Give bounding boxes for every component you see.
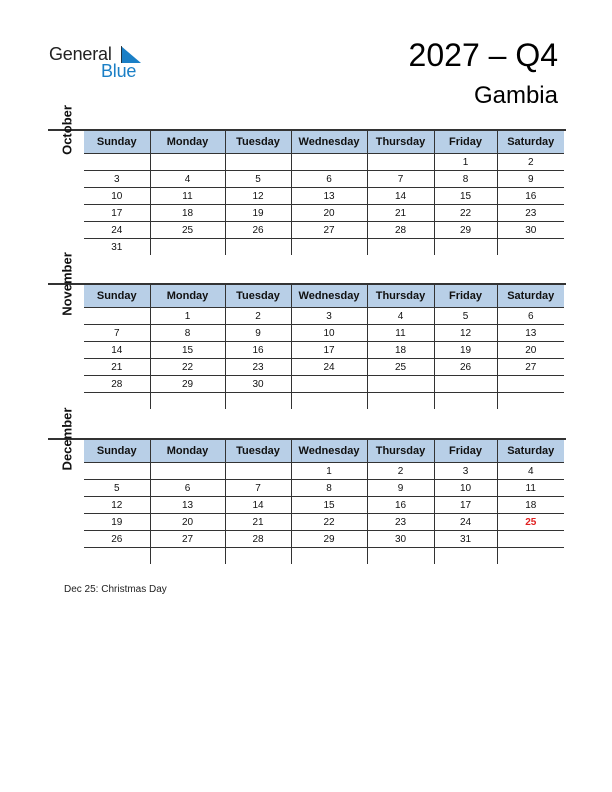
day-cell: 30	[225, 376, 291, 393]
weekday-header: Thursday	[367, 440, 434, 463]
day-cell	[497, 531, 564, 548]
day-cell	[367, 376, 434, 393]
day-cell	[84, 393, 150, 410]
day-cell: 21	[84, 359, 150, 376]
day-cell: 27	[497, 359, 564, 376]
day-cell: 23	[497, 205, 564, 222]
day-cell	[225, 239, 291, 256]
weekday-header: Saturday	[497, 285, 564, 308]
week-row	[84, 222, 564, 239]
day-cell: 24	[434, 514, 497, 531]
day-cell: 7	[225, 480, 291, 497]
weekday-header-row	[84, 131, 564, 154]
day-cell: 30	[497, 222, 564, 239]
month-name: December	[59, 407, 74, 471]
day-cell	[367, 548, 434, 565]
day-cell: 14	[84, 342, 150, 359]
day-cell: 29	[291, 531, 367, 548]
day-cell: 6	[497, 308, 564, 325]
day-cell	[150, 154, 225, 171]
weekday-header: Monday	[150, 131, 225, 154]
month-name: October	[59, 105, 74, 155]
day-cell: 28	[367, 222, 434, 239]
day-cell: 5	[225, 171, 291, 188]
day-cell	[291, 548, 367, 565]
day-cell	[291, 376, 367, 393]
day-cell: 5	[84, 480, 150, 497]
week-row	[84, 531, 564, 548]
day-cell: 4	[367, 308, 434, 325]
day-cell: 15	[434, 188, 497, 205]
day-cell	[84, 154, 150, 171]
day-cell	[84, 463, 150, 480]
day-cell: 18	[367, 342, 434, 359]
weekday-header: Sunday	[84, 440, 150, 463]
weekday-header: Thursday	[367, 285, 434, 308]
month-calendar-table	[84, 284, 564, 409]
day-cell	[150, 548, 225, 565]
day-cell	[225, 154, 291, 171]
day-cell: 19	[434, 342, 497, 359]
day-cell	[497, 239, 564, 256]
day-cell: 24	[84, 222, 150, 239]
day-cell: 31	[434, 531, 497, 548]
day-cell: 8	[150, 325, 225, 342]
day-cell: 28	[225, 531, 291, 548]
day-cell: 14	[225, 497, 291, 514]
day-cell: 16	[225, 342, 291, 359]
day-cell: 15	[291, 497, 367, 514]
week-row	[84, 463, 564, 480]
day-cell: 3	[84, 171, 150, 188]
day-cell: 17	[434, 497, 497, 514]
day-cell: 29	[434, 222, 497, 239]
day-cell: 6	[291, 171, 367, 188]
day-cell: 6	[150, 480, 225, 497]
day-cell: 10	[434, 480, 497, 497]
day-cell: 23	[367, 514, 434, 531]
day-cell: 21	[225, 514, 291, 531]
day-cell: 2	[497, 154, 564, 171]
day-cell: 26	[84, 531, 150, 548]
weekday-header: Saturday	[497, 131, 564, 154]
day-cell: 17	[291, 342, 367, 359]
day-cell: 4	[150, 171, 225, 188]
holiday-note: Dec 25: Christmas Day	[64, 584, 167, 595]
month-block-october	[48, 105, 566, 253]
weekday-header: Wednesday	[291, 131, 367, 154]
day-cell: 8	[434, 171, 497, 188]
day-cell: 19	[225, 205, 291, 222]
weekday-header-row	[84, 285, 564, 308]
day-cell	[497, 376, 564, 393]
day-cell: 13	[291, 188, 367, 205]
weekday-header: Friday	[434, 285, 497, 308]
weekday-header: Monday	[150, 285, 225, 308]
day-cell: 20	[150, 514, 225, 531]
day-cell: 11	[367, 325, 434, 342]
day-cell: 31	[84, 239, 150, 256]
weekday-header: Friday	[434, 440, 497, 463]
day-cell: 25	[150, 222, 225, 239]
country-name: Gambia	[473, 82, 558, 109]
day-cell: 27	[291, 222, 367, 239]
day-cell: 24	[291, 359, 367, 376]
day-cell: 21	[367, 205, 434, 222]
day-cell: 19	[84, 514, 150, 531]
day-cell: 12	[434, 325, 497, 342]
day-cell: 10	[84, 188, 150, 205]
day-cell: 18	[150, 205, 225, 222]
day-cell: 26	[434, 359, 497, 376]
weekday-header-row	[84, 440, 564, 463]
day-cell	[291, 393, 367, 410]
day-cell: 5	[434, 308, 497, 325]
logo-word-general: General	[49, 44, 112, 64]
day-cell: 20	[291, 205, 367, 222]
day-cell	[291, 239, 367, 256]
month-calendar-table	[84, 130, 564, 255]
day-cell: 22	[434, 205, 497, 222]
weekday-header: Thursday	[367, 131, 434, 154]
day-cell	[434, 393, 497, 410]
day-cell: 13	[497, 325, 564, 342]
day-cell: 11	[150, 188, 225, 205]
day-cell: 16	[367, 497, 434, 514]
day-cell: 11	[497, 480, 564, 497]
month-name: November	[59, 252, 74, 316]
month-calendar-table	[84, 439, 564, 564]
weekday-header: Friday	[434, 131, 497, 154]
day-cell	[434, 239, 497, 256]
day-cell: 2	[225, 308, 291, 325]
day-cell: 7	[84, 325, 150, 342]
day-cell: 26	[225, 222, 291, 239]
day-cell: 1	[291, 463, 367, 480]
day-cell	[367, 393, 434, 410]
weekday-header: Tuesday	[225, 285, 291, 308]
day-cell: 9	[367, 480, 434, 497]
weekday-header: Saturday	[497, 440, 564, 463]
day-cell: 9	[225, 325, 291, 342]
weekday-header: Tuesday	[225, 131, 291, 154]
day-cell: 14	[367, 188, 434, 205]
day-cell	[291, 154, 367, 171]
day-cell	[434, 548, 497, 565]
week-row	[84, 342, 564, 359]
week-row	[84, 308, 564, 325]
day-cell	[84, 548, 150, 565]
week-row	[84, 497, 564, 514]
weekday-header: Wednesday	[291, 440, 367, 463]
day-cell: 1	[150, 308, 225, 325]
day-cell: 25	[497, 514, 564, 531]
month-block-november	[48, 252, 566, 390]
day-cell: 27	[150, 531, 225, 548]
week-row	[84, 393, 564, 410]
day-cell: 3	[291, 308, 367, 325]
day-cell	[150, 239, 225, 256]
day-cell: 22	[150, 359, 225, 376]
week-row	[84, 359, 564, 376]
week-row	[84, 376, 564, 393]
day-cell	[150, 463, 225, 480]
day-cell	[150, 393, 225, 410]
day-cell: 9	[497, 171, 564, 188]
day-cell: 17	[84, 205, 150, 222]
week-row	[84, 171, 564, 188]
day-cell: 22	[291, 514, 367, 531]
day-cell: 12	[84, 497, 150, 514]
weekday-header: Wednesday	[291, 285, 367, 308]
day-cell: 3	[434, 463, 497, 480]
week-row	[84, 239, 564, 256]
day-cell	[84, 308, 150, 325]
week-row	[84, 325, 564, 342]
week-row	[84, 514, 564, 531]
weekday-header: Tuesday	[225, 440, 291, 463]
week-row	[84, 205, 564, 222]
day-cell	[367, 154, 434, 171]
day-cell	[367, 239, 434, 256]
week-row	[84, 188, 564, 205]
day-cell: 4	[497, 463, 564, 480]
weekday-header: Sunday	[84, 131, 150, 154]
week-row	[84, 154, 564, 171]
day-cell: 20	[497, 342, 564, 359]
week-row	[84, 480, 564, 497]
week-row	[84, 548, 564, 565]
day-cell: 8	[291, 480, 367, 497]
day-cell	[225, 393, 291, 410]
day-cell	[497, 548, 564, 565]
month-block-december	[48, 407, 566, 545]
day-cell: 18	[497, 497, 564, 514]
day-cell: 15	[150, 342, 225, 359]
day-cell: 28	[84, 376, 150, 393]
weekday-header: Monday	[150, 440, 225, 463]
day-cell	[497, 393, 564, 410]
day-cell	[225, 548, 291, 565]
day-cell: 7	[367, 171, 434, 188]
day-cell: 30	[367, 531, 434, 548]
day-cell: 1	[434, 154, 497, 171]
day-cell: 29	[150, 376, 225, 393]
quarter-title: 2027 – Q4	[408, 37, 558, 73]
generalblue-logo	[49, 44, 149, 84]
day-cell	[225, 463, 291, 480]
day-cell: 13	[150, 497, 225, 514]
day-cell: 25	[367, 359, 434, 376]
day-cell: 12	[225, 188, 291, 205]
day-cell: 10	[291, 325, 367, 342]
day-cell: 23	[225, 359, 291, 376]
weekday-header: Sunday	[84, 285, 150, 308]
logo-word-blue: Blue	[101, 61, 137, 81]
day-cell: 2	[367, 463, 434, 480]
day-cell	[434, 376, 497, 393]
day-cell: 16	[497, 188, 564, 205]
